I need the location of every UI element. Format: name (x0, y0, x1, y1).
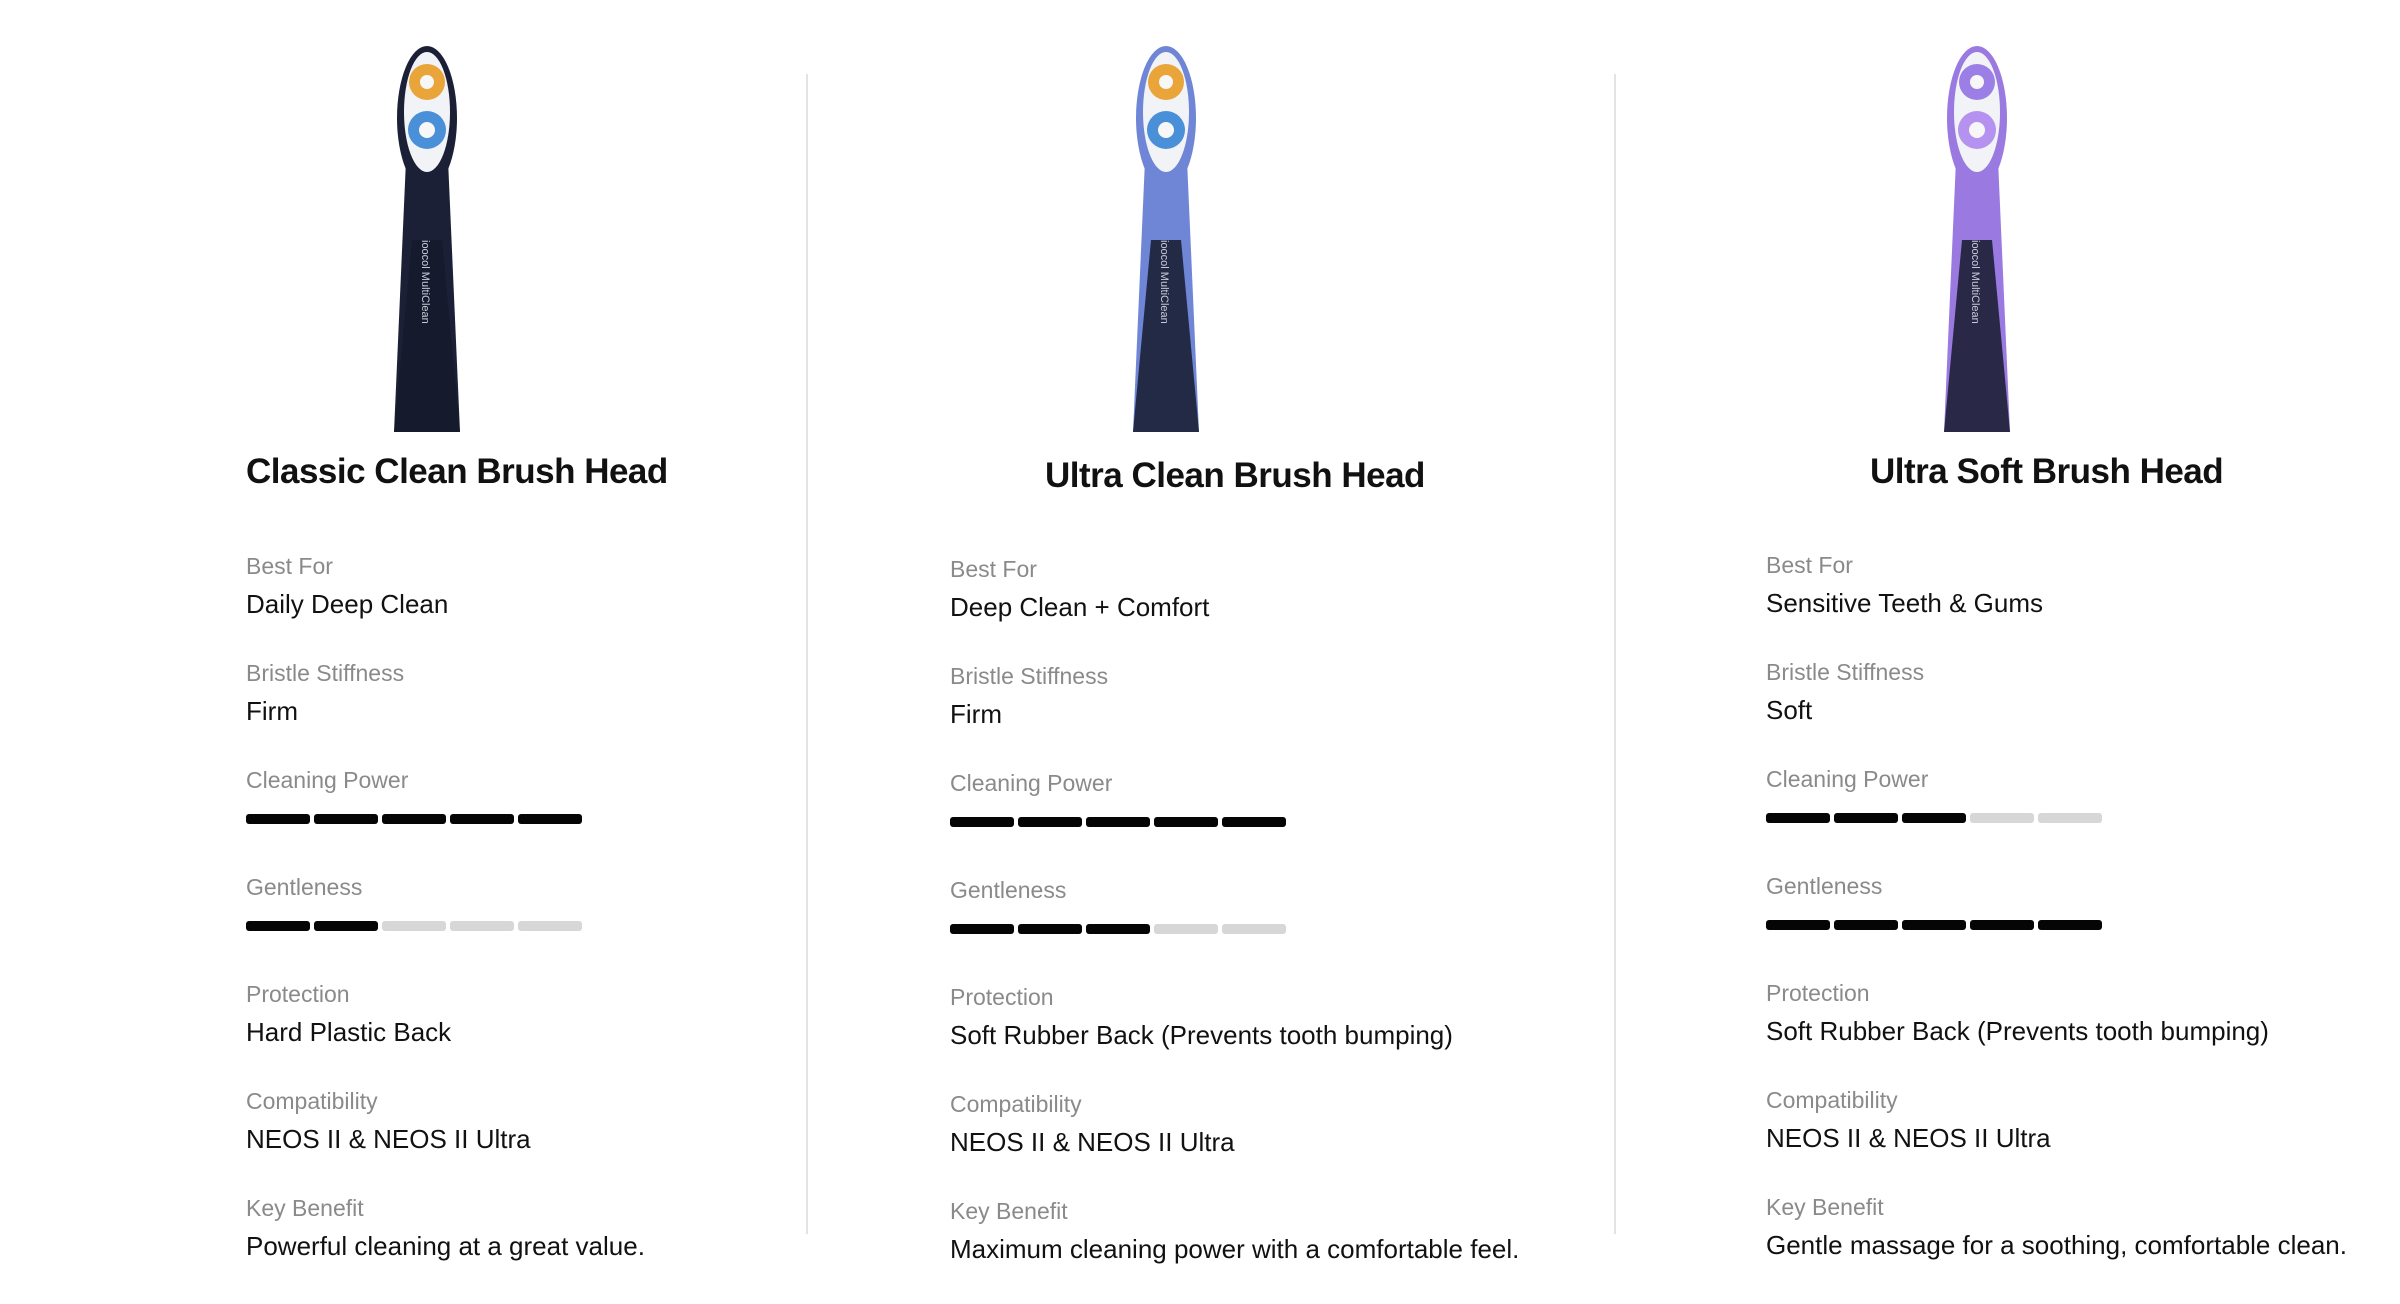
spec-label: Protection (246, 981, 350, 1007)
spec-label: Compatibility (1766, 1087, 1898, 1113)
spec-label: Bristle Stiffness (950, 663, 1109, 689)
spec-value: Sensitive Teeth & Gums (1766, 588, 2043, 618)
rating-bars (1766, 920, 2347, 930)
rating-segment (2038, 813, 2102, 823)
rating-segment (382, 814, 446, 824)
spec-cleaning (950, 769, 1519, 876)
rating-segment (1154, 817, 1218, 827)
spec-label: Best For (950, 556, 1037, 582)
spec-value: NEOS II & NEOS II Ultra (1766, 1123, 2051, 1153)
spec-label: Protection (1766, 980, 1870, 1006)
spec-label: Bristle Stiffness (1766, 659, 1925, 685)
spec-label: Compatibility (950, 1091, 1082, 1117)
spec-bristle (950, 662, 1519, 769)
brush-brand-text: ioocol MultiClean (1969, 240, 1981, 324)
spec-label: Gentleness (1766, 873, 1883, 899)
column-divider-1 (806, 74, 808, 1234)
rating-segment (1970, 813, 2034, 823)
spec-protection (246, 980, 645, 1087)
spec-label: Best For (246, 553, 333, 579)
spec-value: Powerful cleaning at a great value. (246, 1231, 645, 1261)
spec-label: Key Benefit (246, 1195, 364, 1221)
spec-protection (1766, 979, 2347, 1086)
spec-gentleness (246, 873, 645, 980)
spec-gentleness (1766, 872, 2347, 979)
spec-label: Compatibility (246, 1088, 378, 1114)
rating-segment (1902, 920, 1966, 930)
spec-label: Gentleness (246, 874, 363, 900)
spec-bristle (1766, 658, 2347, 765)
rating-bars (246, 921, 645, 931)
spec-cleaning (1766, 765, 2347, 872)
spec-value: NEOS II & NEOS II Ultra (950, 1127, 1235, 1157)
product-title: Ultra Soft Brush Head (1870, 452, 2224, 491)
rating-segment (1018, 817, 1082, 827)
rating-segment (518, 921, 582, 931)
rating-segment (1222, 924, 1286, 934)
rating-segment (2038, 920, 2102, 930)
spec-bristle (246, 659, 645, 766)
rating-segment (1834, 813, 1898, 823)
spec-value: Firm (950, 699, 1002, 729)
rating-segment (1086, 817, 1150, 827)
spec-value: Deep Clean + Comfort (950, 592, 1210, 622)
product-title: Ultra Clean Brush Head (1045, 456, 1425, 495)
spec-value: Daily Deep Clean (246, 589, 449, 619)
rating-segment (246, 814, 310, 824)
rating-segment (950, 924, 1014, 934)
spec-best_for (246, 552, 645, 659)
spec-cleaning (246, 766, 645, 873)
rating-segment (1766, 813, 1830, 823)
brush-head-image (1121, 40, 1211, 440)
rating-segment (1154, 924, 1218, 934)
rating-segment (314, 814, 378, 824)
spec-protection (950, 983, 1519, 1090)
spec-value: Soft (1766, 695, 1813, 725)
spec-label: Gentleness (950, 877, 1067, 903)
rating-segment (450, 814, 514, 824)
rating-segment (246, 921, 310, 931)
rating-segment (950, 817, 1014, 827)
spec-label: Key Benefit (950, 1198, 1068, 1224)
rating-segment (382, 921, 446, 931)
spec-label: Key Benefit (1766, 1194, 1884, 1220)
rating-bars (950, 817, 1519, 827)
spec-value: Gentle massage for a soothing, comfortable clean. (1766, 1230, 2347, 1260)
rating-segment (1970, 920, 2034, 930)
spec-benefit (246, 1194, 645, 1301)
spec-gentleness (950, 876, 1519, 983)
brush-head-image (1932, 40, 2022, 440)
spec-value: Hard Plastic Back (246, 1017, 452, 1047)
rating-segment (1086, 924, 1150, 934)
rating-bars (246, 814, 645, 824)
brush-brand-text: ioocol MultiClean (419, 240, 431, 324)
rating-segment (1018, 924, 1082, 934)
rating-segment (1222, 817, 1286, 827)
column-divider-2 (1614, 74, 1616, 1234)
spec-compatibility (1766, 1086, 2347, 1193)
spec-label: Cleaning Power (246, 767, 409, 793)
rating-bars (950, 924, 1519, 934)
rating-segment (314, 921, 378, 931)
rating-segment (1902, 813, 1966, 823)
spec-label: Best For (1766, 552, 1853, 578)
spec-best_for (1766, 551, 2347, 658)
spec-value: Firm (246, 696, 298, 726)
spec-label: Cleaning Power (950, 770, 1113, 796)
spec-compatibility (246, 1087, 645, 1194)
spec-compatibility (950, 1090, 1519, 1197)
spec-value: Soft Rubber Back (Prevents tooth bumping) (950, 1020, 1453, 1050)
rating-segment (450, 921, 514, 931)
spec-benefit (1766, 1193, 2347, 1300)
spec-label: Bristle Stiffness (246, 660, 405, 686)
spec-label: Protection (950, 984, 1054, 1010)
product-title: Classic Clean Brush Head (246, 452, 668, 491)
rating-segment (1766, 920, 1830, 930)
rating-bars (1766, 813, 2347, 823)
rating-segment (518, 814, 582, 824)
spec-value: NEOS II & NEOS II Ultra (246, 1124, 531, 1154)
spec-best_for (950, 555, 1519, 662)
spec-value: Soft Rubber Back (Prevents tooth bumping) (1766, 1016, 2269, 1046)
brush-head-image (382, 40, 472, 440)
spec-label: Cleaning Power (1766, 766, 1929, 792)
rating-segment (1834, 920, 1898, 930)
spec-value: Maximum cleaning power with a comfortable feel. (950, 1234, 1520, 1264)
brush-brand-text: ioocol MultiClean (1158, 240, 1170, 324)
spec-benefit (950, 1197, 1519, 1304)
